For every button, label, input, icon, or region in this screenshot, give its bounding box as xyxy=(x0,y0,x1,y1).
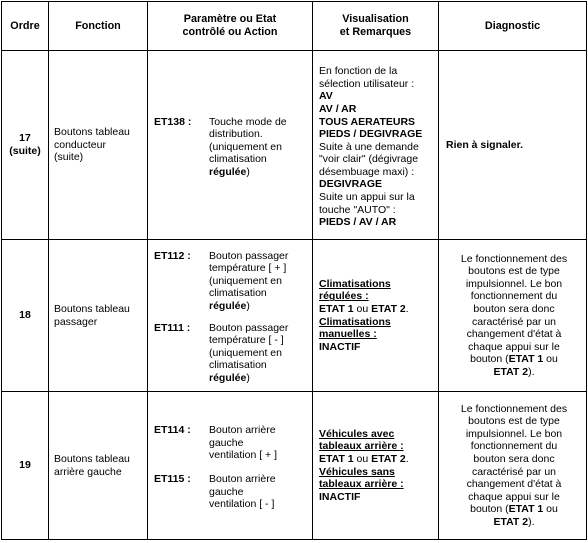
param-et138: ET138 : Touche mode de distribution. (uniquement en climatisation régulée) xyxy=(154,115,287,178)
param-et112: ET112 : Bouton passager température [ + ] (uniquement en climatisation régulée) xyxy=(154,249,289,312)
header-diagnostic: Diagnostic xyxy=(439,2,587,51)
cell-ordre: 18 xyxy=(2,240,49,392)
cell-ordre: 19 xyxy=(2,392,49,540)
header-fonction: Fonction xyxy=(49,2,148,51)
cell-ordre: 17 (suite) xyxy=(2,51,49,240)
cell-fonction: Boutons tableau conducteur (suite) xyxy=(49,51,148,240)
cell-parametre xyxy=(148,392,313,540)
cell-diagnostic: Rien à signaler. xyxy=(439,51,587,240)
param-et115: ET115 : Bouton arrière gauche ventilation [ - ] xyxy=(154,473,276,511)
table-row-19 xyxy=(2,392,587,540)
cell-parametre xyxy=(148,240,313,392)
header-row xyxy=(2,2,587,51)
cell-diagnostic: Le fonctionnement des boutons est de type impulsionnel. Le bon fonctionnement du bouton sera donc caractérisé par un changement d'état à chaque appui sur le bouton (ETAT 1 ou ETAT 2). xyxy=(439,240,587,392)
header-ordre: Ordre xyxy=(2,2,49,51)
table-row-17 xyxy=(2,51,587,240)
cell-fonction: Boutons tableau passager xyxy=(49,240,148,392)
cell-visualisation: En fonction de la sélection utilisateur : AV AV / AR TOUS AERATEURS PIEDS / DEGIVRAGE Suite à une demande "voir clair" (dégivrage désembuage maxi) : DEGIVRAGE Suite un appui sur la touche "AUTO" : PIEDS / AV / AR xyxy=(313,51,439,240)
cell-visualisation: Climatisations régulées : ETAT 1 ou ETAT 2. Climatisations manuelles : INACTIF xyxy=(313,240,439,392)
cell-visualisation: Véhicules avec tableaux arrière : ETAT 1 ou ETAT 2. Véhicules sans tableaux arrière : INACTIF xyxy=(313,392,439,540)
cell-parametre xyxy=(148,51,313,240)
diagnostic-table xyxy=(1,1,587,540)
param-et114: ET114 : Bouton arrière gauche ventilation [ + ] xyxy=(154,424,277,462)
table-row-18 xyxy=(2,240,587,392)
header-parametre: Paramètre ou Etat contrôlé ou Action xyxy=(148,2,313,51)
header-visualisation: Visualisation et Remarques xyxy=(313,2,439,51)
cell-diagnostic: Le fonctionnement des boutons est de type impulsionnel. Le bon fonctionnement du bouton sera donc caractérisé par un changement d'état à chaque appui sur le bouton (ETAT 1 ou ETAT 2). xyxy=(439,392,587,540)
cell-fonction: Boutons tableau arrière gauche xyxy=(49,392,148,540)
param-et111: ET111 : Bouton passager température [ - ] (uniquement en climatisation régulée) xyxy=(154,321,289,384)
